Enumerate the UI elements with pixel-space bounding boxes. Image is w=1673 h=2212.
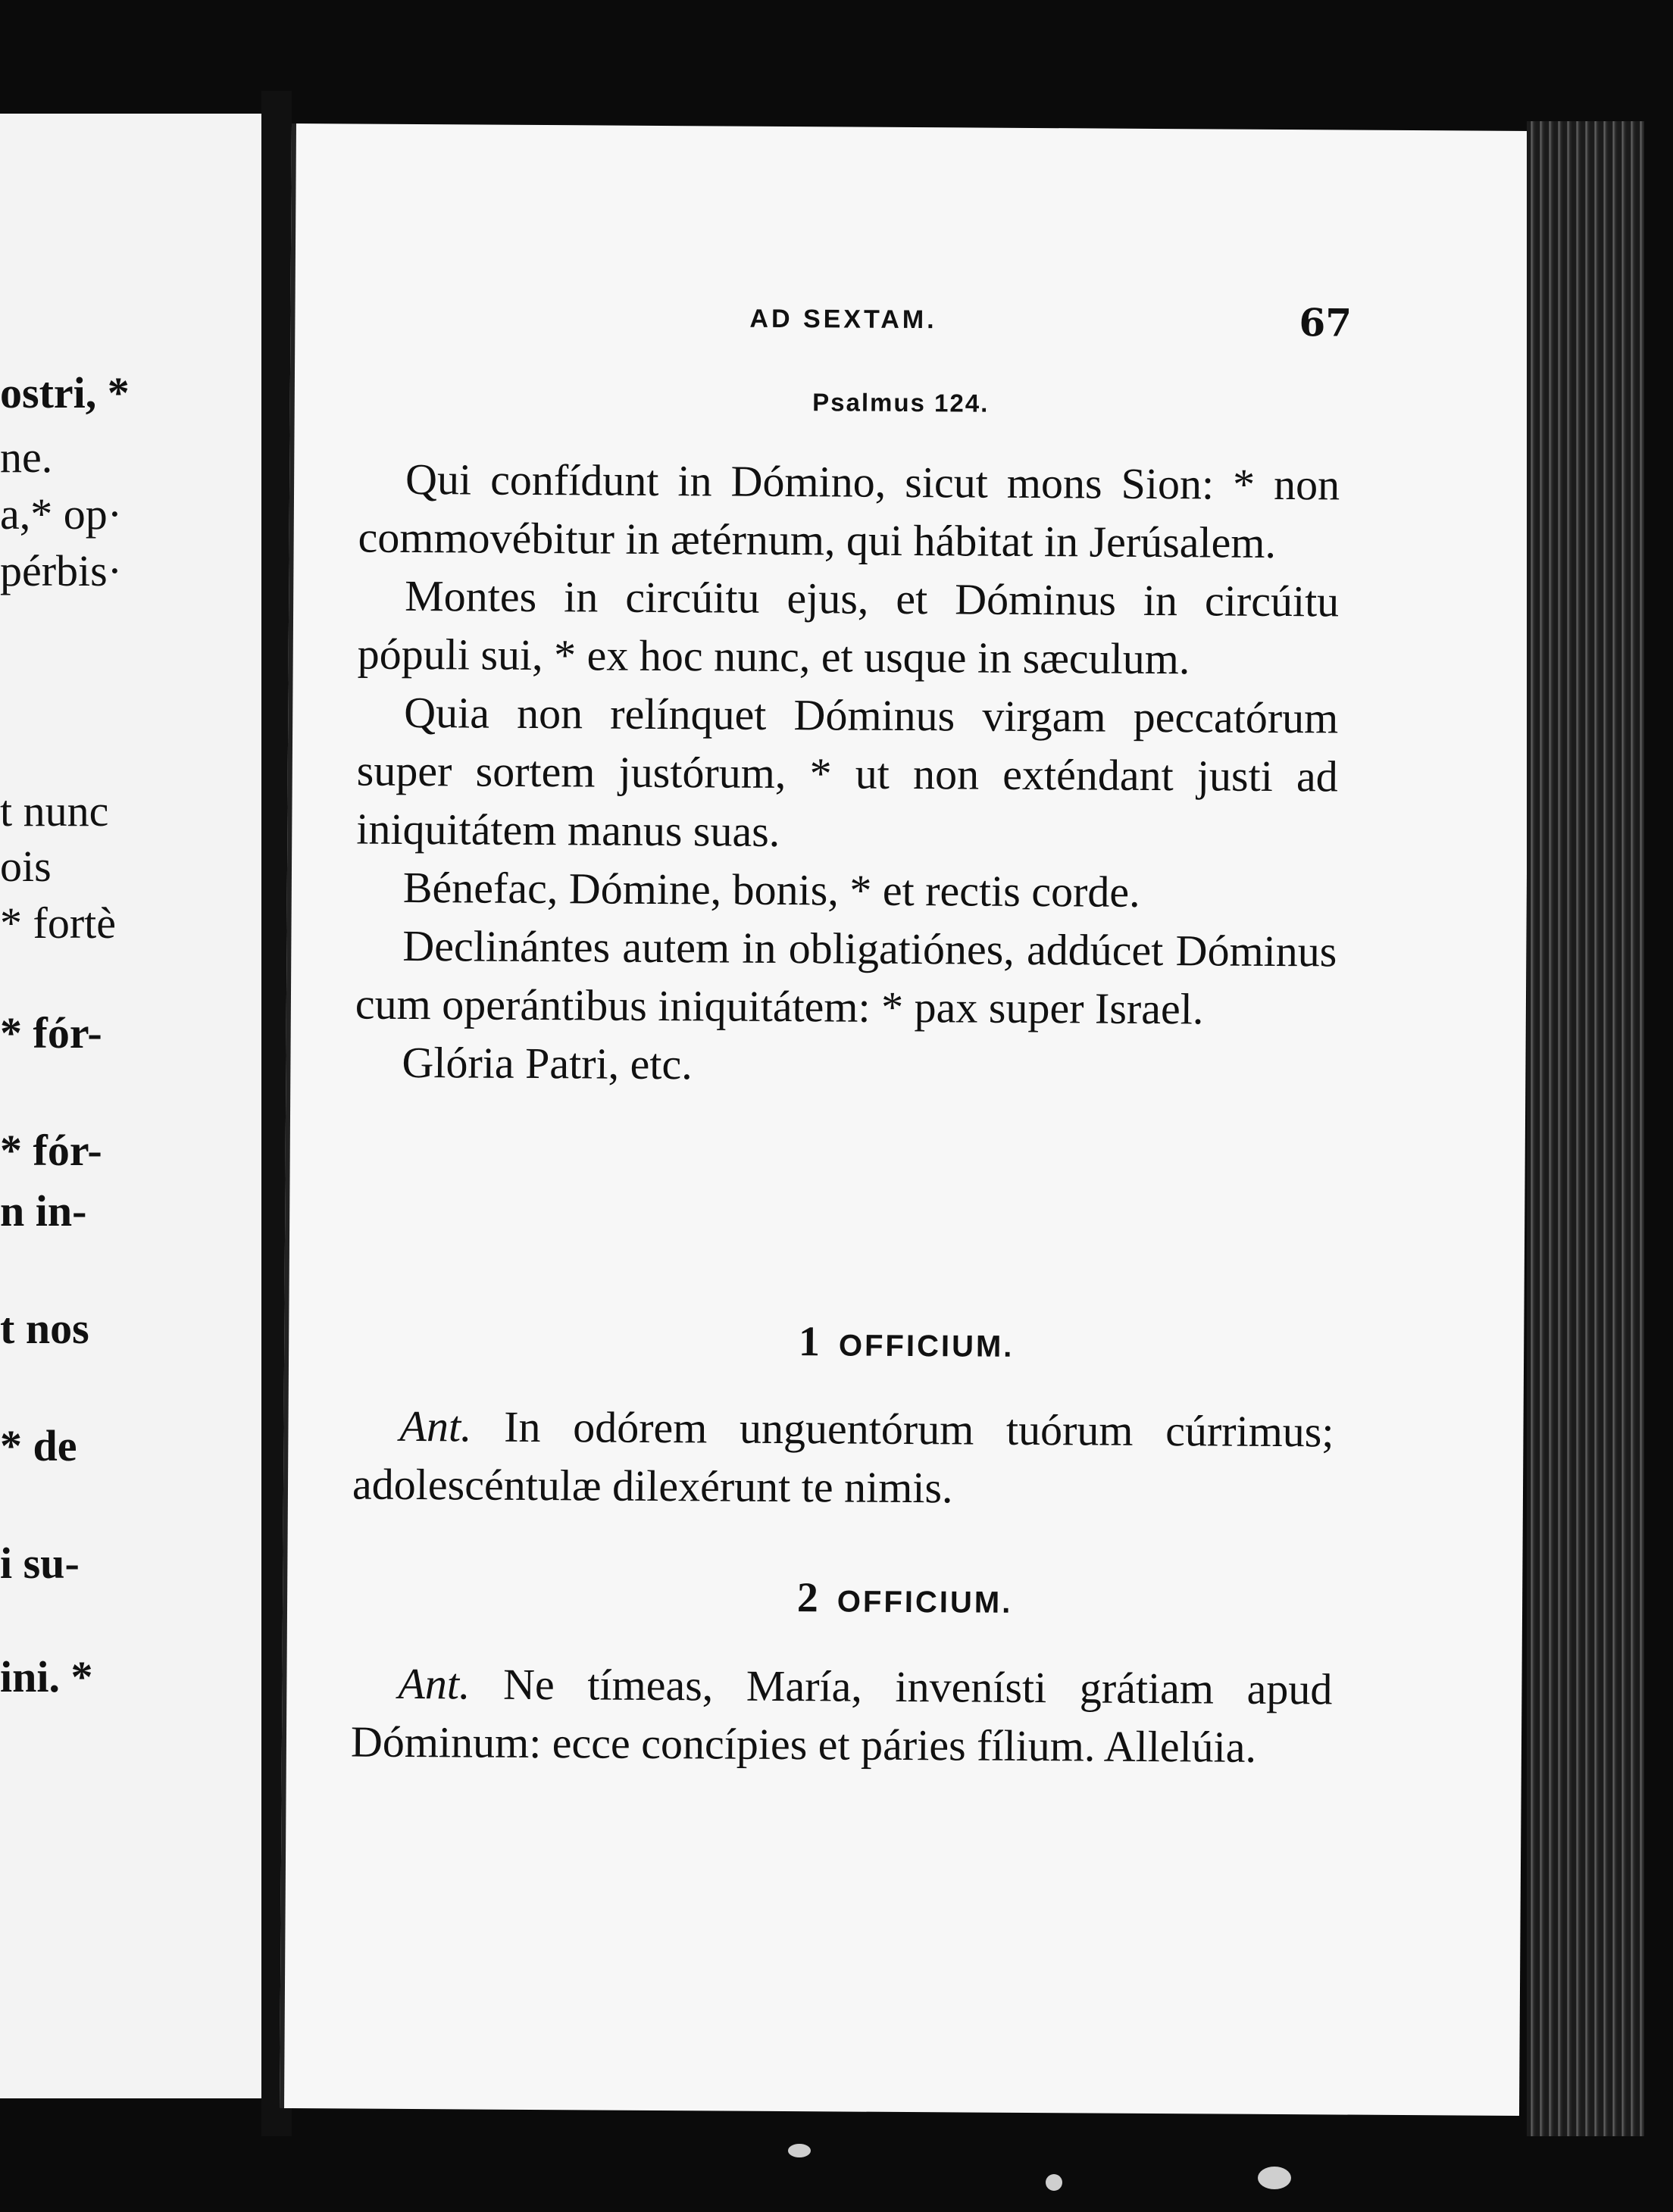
antiphon-text: In odórem unguentórum tuórum cúrrimus; adolescéntulæ dilexérunt te nimis. [352, 1401, 1334, 1513]
page-edge-stack [1527, 121, 1644, 2136]
running-head [295, 301, 1530, 362]
left-page-fragment: n in- [0, 1186, 87, 1236]
left-page-fragment: t nos [0, 1304, 89, 1353]
officium-label: OFFICIUM. [838, 1329, 1015, 1364]
scan-noise [0, 2136, 1673, 2212]
officium-number: 2 [796, 1574, 821, 1622]
speck [788, 2144, 811, 2157]
officium-number: 1 [798, 1318, 823, 1366]
page-number: 67 [1299, 300, 1352, 345]
left-facing-page [0, 114, 269, 2098]
antiphon-label: Ant. [398, 1658, 471, 1709]
psalm-verse: Qui confídunt in Dómino, sicut mons Sion: * non commovébitur in ætérnum, qui hábitat in Jerúsalem. [358, 454, 1340, 567]
officium-1-antiphon [352, 1397, 1334, 1520]
left-page-fragment: ne. [0, 433, 53, 482]
officium-1-heading [289, 1314, 1524, 1370]
left-page-fragment: a,* op· [0, 489, 123, 539]
left-page-fragment: ois [0, 842, 52, 891]
psalm-verse: Glória Patri, etc. [402, 1037, 693, 1089]
psalm-text [355, 450, 1340, 1098]
speck [1046, 2174, 1062, 2191]
officium-label: OFFICIUM. [836, 1585, 1013, 1620]
left-page-fragment: ostri, * [0, 368, 130, 417]
right-page [280, 123, 1531, 2116]
left-page-fragment: ini. * [0, 1652, 93, 1701]
left-page-fragment: * fór- [0, 1126, 102, 1175]
left-page-fragment: * de [0, 1421, 77, 1470]
psalm-title: Psalmus 124. [812, 388, 990, 417]
officium-2-antiphon [351, 1654, 1333, 1777]
left-page-fragment: pérbis· [0, 546, 123, 595]
speck [1258, 2167, 1291, 2189]
psalm-verse: Declinántes autem in obligatiónes, addúcet Dóminus cum operántibus iniquitátem: * pax super Israel. [355, 920, 1337, 1034]
psalm-verse: Quia non relínquet Dóminus virgam peccatórum super sortem justórum, * ut non exténdant justi ad iniquitátem manus suas. [356, 687, 1339, 856]
psalm-verse: Bénefac, Dómine, bonis, * et rectis corde. [402, 862, 1140, 917]
antiphon-text: Ne tímeas, María, invenísti grátiam apud Dóminum: ecce concípies et páries fílium. Allelúia. [350, 1659, 1333, 1772]
left-page-fragment: * fortè [0, 898, 116, 948]
psalm-verse: Montes in circúitu ejus, et Dóminus in circúitu pópuli sui, * ex hoc nunc, et usque in sæculum. [357, 570, 1340, 684]
officium-2-heading [287, 1570, 1522, 1626]
left-page-fragment: * fór- [0, 1008, 102, 1058]
left-page-fragment: i su- [0, 1539, 80, 1588]
running-head-title: AD SEXTAM. [749, 304, 937, 335]
antiphon-label: Ant. [399, 1401, 472, 1451]
left-page-fragment: t nunc [0, 786, 109, 836]
